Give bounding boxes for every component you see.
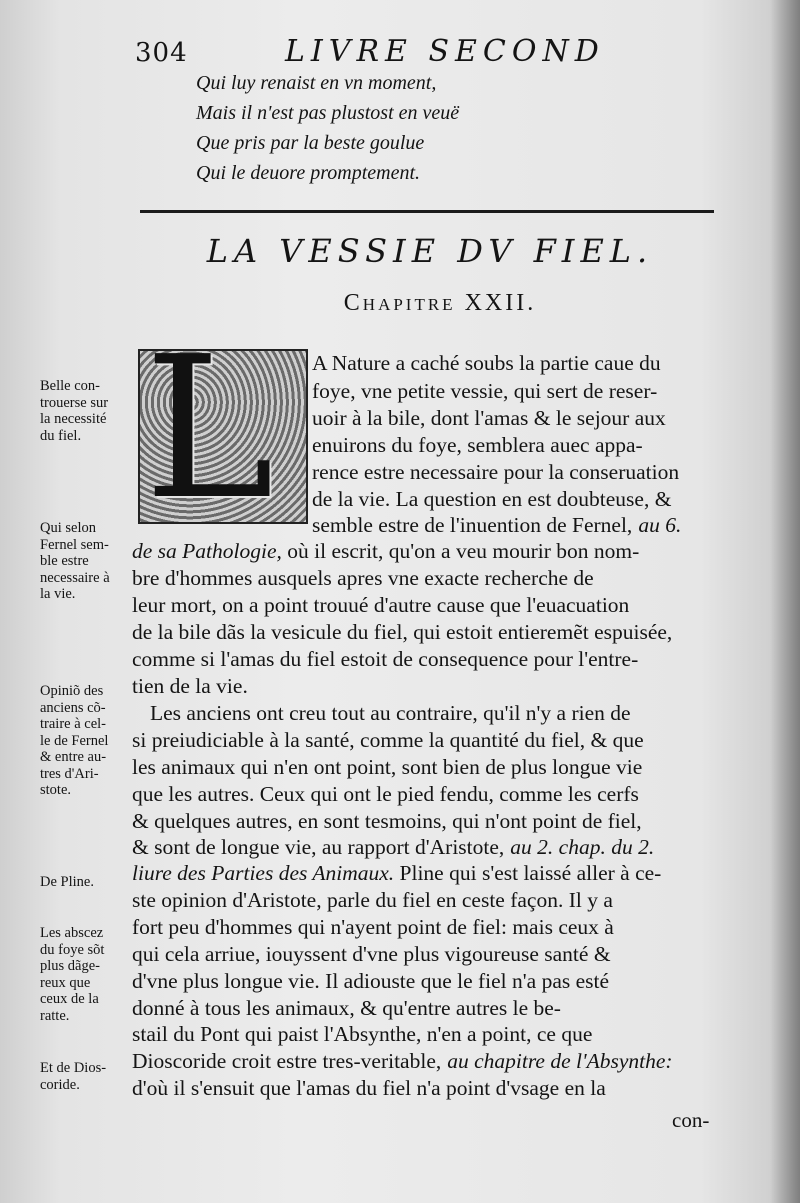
margin-note-line: ceux de la xyxy=(40,991,99,1007)
body-line-text: que les autres. Ceux qui ont le pied fendu, comme les cerfs xyxy=(132,782,639,806)
margin-note-line: Opiniõ des xyxy=(40,683,104,699)
body-line-text: si preiudiciable à la santé, comme la quantité du fiel, & que xyxy=(132,728,644,752)
body-line-text: enuirons du foye, semblera auec appa- xyxy=(312,433,643,457)
body-line-text: uoir à la bile, dont l'amas & le sejour aux xyxy=(312,406,666,430)
body-line-text: Dioscoride croit estre tres-veritable, xyxy=(132,1049,442,1073)
margin-note-line: Fernel sem- xyxy=(40,536,109,553)
running-head: LIVRE SECOND xyxy=(285,34,605,69)
margin-note-line: le de Fernel xyxy=(40,732,109,749)
body-line-text: d'vne plus longue vie. Il adiouste que le fiel n'a pas esté xyxy=(132,969,610,993)
body-line-text: A Nature a caché soubs la partie caue du xyxy=(312,351,661,375)
ornamental-initial xyxy=(138,315,308,543)
body-line-text: tien de la vie. xyxy=(132,674,248,698)
body-line xyxy=(312,512,681,538)
margin-note-line: stote. xyxy=(40,782,72,798)
margin-note xyxy=(40,874,94,891)
body-line xyxy=(132,968,609,994)
body-line xyxy=(312,405,666,431)
body-line xyxy=(132,781,639,807)
body-line-text: ste opinion d'Aristote, parle du fiel en ceste façon. Il y a xyxy=(132,888,613,912)
body-line-text: d'où il s'ensuit que l'amas du fiel n'a point d'vsage en la xyxy=(132,1076,606,1100)
margin-note-line: plus dãge- xyxy=(40,958,100,974)
verse-line: Qui luy renaist en vn moment, xyxy=(196,72,437,94)
body-line xyxy=(132,727,644,753)
margin-note-line: la necessité xyxy=(40,411,107,427)
margin-note-line: Les abscez xyxy=(40,925,104,941)
margin-note xyxy=(40,378,108,444)
chapter-title: Chapitre XXII. xyxy=(343,290,537,316)
margin-note-line: necessaire à xyxy=(40,569,110,586)
body-line xyxy=(132,538,639,564)
page-number: 304 xyxy=(135,38,188,68)
body-line xyxy=(132,887,613,913)
citation-italic: de sa Pathologie, xyxy=(132,539,282,563)
margin-note-line: ratte. xyxy=(40,1007,70,1024)
body-line-text: stail du Pont qui paist l'Absynthe, n'en a point, ce que xyxy=(132,1022,593,1046)
body-line xyxy=(132,565,594,591)
body-line xyxy=(132,914,614,940)
body-line-text: & quelques autres, en sont tesmoins, qui n'ont point de fiel, xyxy=(132,809,642,833)
body-line xyxy=(132,1048,673,1074)
margin-note-line: la vie. xyxy=(40,586,76,602)
body-line-text: Les anciens ont creu tout au contraire, qu'il n'y a rien de xyxy=(150,701,631,725)
margin-note xyxy=(40,925,104,1024)
body-line xyxy=(312,432,643,458)
margin-note-line: ble estre xyxy=(40,553,89,569)
body-line xyxy=(312,350,661,376)
citation-italic: au 6. xyxy=(638,513,682,537)
body-line-text: comme si l'amas du fiel estoit de consequence pour l'entre- xyxy=(132,647,639,671)
margin-note-line: tres d'Ari- xyxy=(40,765,99,782)
citation-italic: au chapitre de l'Absynthe: xyxy=(447,1049,673,1073)
margin-note-line: traire à cel- xyxy=(40,716,107,732)
body-line-continuation: Pline qui s'est laissé aller à ce- xyxy=(394,861,662,885)
body-line-text: qui cela arriue, iouyssent d'vne plus vigoureuse santé & xyxy=(132,942,611,966)
body-line xyxy=(312,486,671,512)
initial-letter: L xyxy=(144,315,275,543)
body-line-text: fort peu d'hommes qui n'ayent point de fiel: mais ceux à xyxy=(132,915,614,939)
verse-line: Qui le deuore promptement. xyxy=(196,162,421,184)
body-line xyxy=(132,646,638,672)
margin-note xyxy=(40,1060,106,1093)
body-line-text: les animaux qui n'en ont point, sont bien de plus longue vie xyxy=(132,755,643,779)
body-line-text: semble estre de l'inuention de Fernel, xyxy=(312,513,633,537)
section-title: LA VESSIE DV FIEL. xyxy=(206,232,654,270)
body-line-text: foye, vne petite vessie, qui sert de reser- xyxy=(312,379,658,403)
margin-note-line: De Pline. xyxy=(40,874,94,890)
body-line xyxy=(132,673,248,699)
margin-note-line: Qui selon xyxy=(40,520,96,536)
verse-line: Que pris par la beste goulue xyxy=(196,132,425,154)
margin-note-line: trouerse sur xyxy=(40,394,109,411)
body-line xyxy=(132,592,629,618)
margin-note-line: & entre au- xyxy=(40,749,107,765)
body-line xyxy=(132,808,642,834)
body-line xyxy=(312,378,657,404)
section-rule xyxy=(140,210,714,213)
body-line xyxy=(132,754,642,780)
body-line-text: rence estre necessaire pour la conseruation xyxy=(312,460,680,484)
body-line-text: de la vie. La question en est doubteuse, & xyxy=(312,487,672,511)
body-line xyxy=(132,1075,606,1101)
citation-italic: liure des Parties des Animaux. xyxy=(132,861,395,885)
catchword: con- xyxy=(672,1108,710,1132)
body-line xyxy=(132,1021,592,1047)
body-line xyxy=(132,941,611,967)
body-line-continuation: où il escrit, qu'on a veu mourir bon nom- xyxy=(281,539,640,563)
body-line-text: bre d'hommes ausquels apres vne exacte recherche de xyxy=(132,566,594,590)
margin-note xyxy=(40,683,108,799)
body-line-text: donné à tous les animaux, & qu'entre autres le be- xyxy=(132,996,561,1020)
margin-note xyxy=(40,520,110,603)
verse-block xyxy=(196,68,459,188)
body-line xyxy=(132,995,561,1021)
margin-note-line: Et de Dios- xyxy=(40,1060,107,1076)
body-line xyxy=(132,860,661,886)
body-line-text: leur mort, on a point trouué d'autre cause que l'euacuation xyxy=(132,593,630,617)
margin-note-line: du foye sõt xyxy=(40,941,105,958)
margin-note-line: coride. xyxy=(40,1076,80,1093)
citation-italic: au 2. chap. du 2. xyxy=(510,835,655,859)
body-line-text: & sont de longue vie, au rapport d'Aristote, xyxy=(132,835,505,859)
body-line-text: de la bile dãs la vesicule du fiel, qui estoit entieremẽt espuisée, xyxy=(132,620,673,644)
body-line xyxy=(132,619,672,645)
margin-note-line: du fiel. xyxy=(40,427,82,444)
body-line xyxy=(312,459,679,485)
margin-note-line: reux que xyxy=(40,974,91,991)
page-edge-shadow xyxy=(770,0,800,1203)
verse-line: Mais il n'est pas plustost en veuë xyxy=(196,102,460,124)
margin-note-line: anciens cõ- xyxy=(40,699,106,716)
body-line xyxy=(132,834,654,860)
body-line xyxy=(150,700,631,726)
margin-note-line: Belle con- xyxy=(40,378,100,394)
